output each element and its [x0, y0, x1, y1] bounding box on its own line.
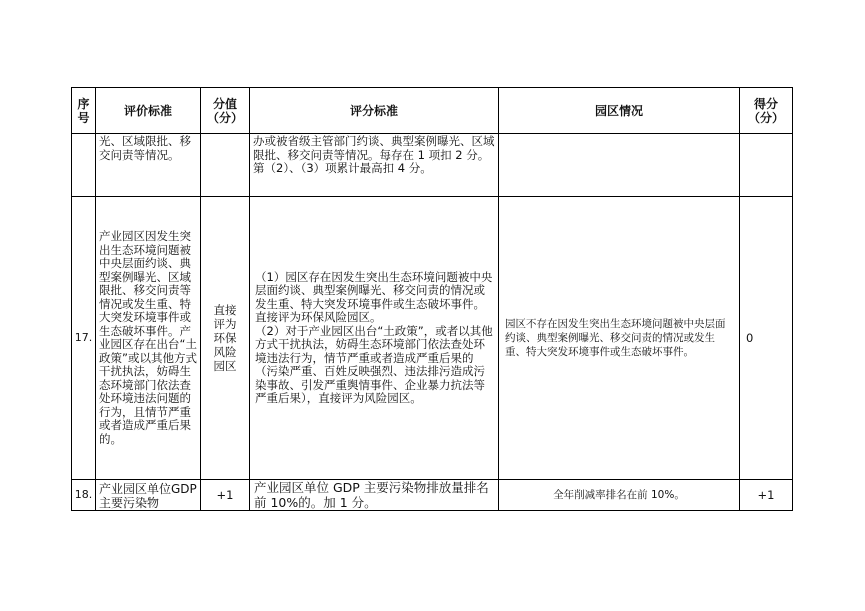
- standard-line: 办或被省级主管部门约谈、典型案例曝光、区域限批、移交问责等情况。每存在 1 项扣 2 分。: [253, 134, 495, 162]
- row-points: +1: [201, 480, 250, 511]
- row-standard: [250, 134, 499, 197]
- row-criteria: 产业园区因发生突出生态环境问题被中央层面约谈、典型案例曝光、区域限批、移交问责等情况或发生重、特大突发环境事件或生态破坏事件。产业园区存在出台“土政策”或以其他方式干扰执法，妨碍生态环境部门依法查处环境违法问题的行为，且情节严重或者造成严重后果的。: [96, 197, 201, 480]
- row-park-status: [499, 134, 740, 197]
- header-points: 分值（分）: [201, 88, 250, 134]
- row-index: 18.: [72, 480, 96, 511]
- row-score: +1: [740, 480, 793, 511]
- row-score: [740, 134, 793, 197]
- header-park-status: 园区情况: [499, 88, 740, 134]
- row-index: 17.: [72, 197, 96, 480]
- row-points: [201, 134, 250, 197]
- header-index: 序号: [72, 88, 96, 134]
- table-row: [72, 480, 793, 511]
- standard-line: 产业园区单位 GDP 主要污染物排放量排名前 10%的。加 1 分。: [254, 480, 489, 510]
- row-standard: [250, 197, 499, 480]
- standard-line: （1）园区存在因发生突出生态环境问题被中央层面约谈、典型案例曝光、移交问责的情况或发生重、特大突发环境事件或生态破坏事件。直接评为环保风险园区。: [255, 269, 493, 324]
- row-points: 直接评为环保风险园区: [201, 197, 250, 480]
- row-standard: [250, 480, 499, 511]
- header-row: [72, 88, 793, 134]
- row-park-status: 全年削减率排名在前 10%。: [499, 480, 740, 511]
- row-criteria: 光、区域限批、移交问责等情况。: [96, 134, 201, 197]
- header-score: 得分（分）: [740, 88, 793, 134]
- header-standard: 评分标准: [250, 88, 499, 134]
- standard-line: （2）对于产业园区出台“土政策”，或者以其他方式干扰执法，妨碍生态环境部门依法查处环境违法行为，情节严重或者造成严重后果的（污染严重、百姓反映强烈、违法排污造成污染事故、引发严重舆情事件、企业暴力抗法等严重后果），直接评为风险园区。: [255, 323, 493, 405]
- header-criteria: 评价标准: [96, 88, 201, 134]
- table-row: [72, 134, 793, 197]
- row-score: 0: [740, 197, 793, 480]
- evaluation-table: [71, 87, 793, 511]
- row-park-status: 园区不存在因发生突出生态环境问题被中央层面约谈、典型案例曝光、移交问责的情况或发生重、特大突发环境事件或生态破坏事件。: [499, 197, 740, 480]
- standard-line: 第（2）、（3）项累计最高扣 4 分。: [253, 161, 432, 175]
- row-criteria: 产业园区单位GDP 主要污染物: [96, 480, 201, 511]
- table-row: [72, 197, 793, 480]
- row-index: [72, 134, 96, 197]
